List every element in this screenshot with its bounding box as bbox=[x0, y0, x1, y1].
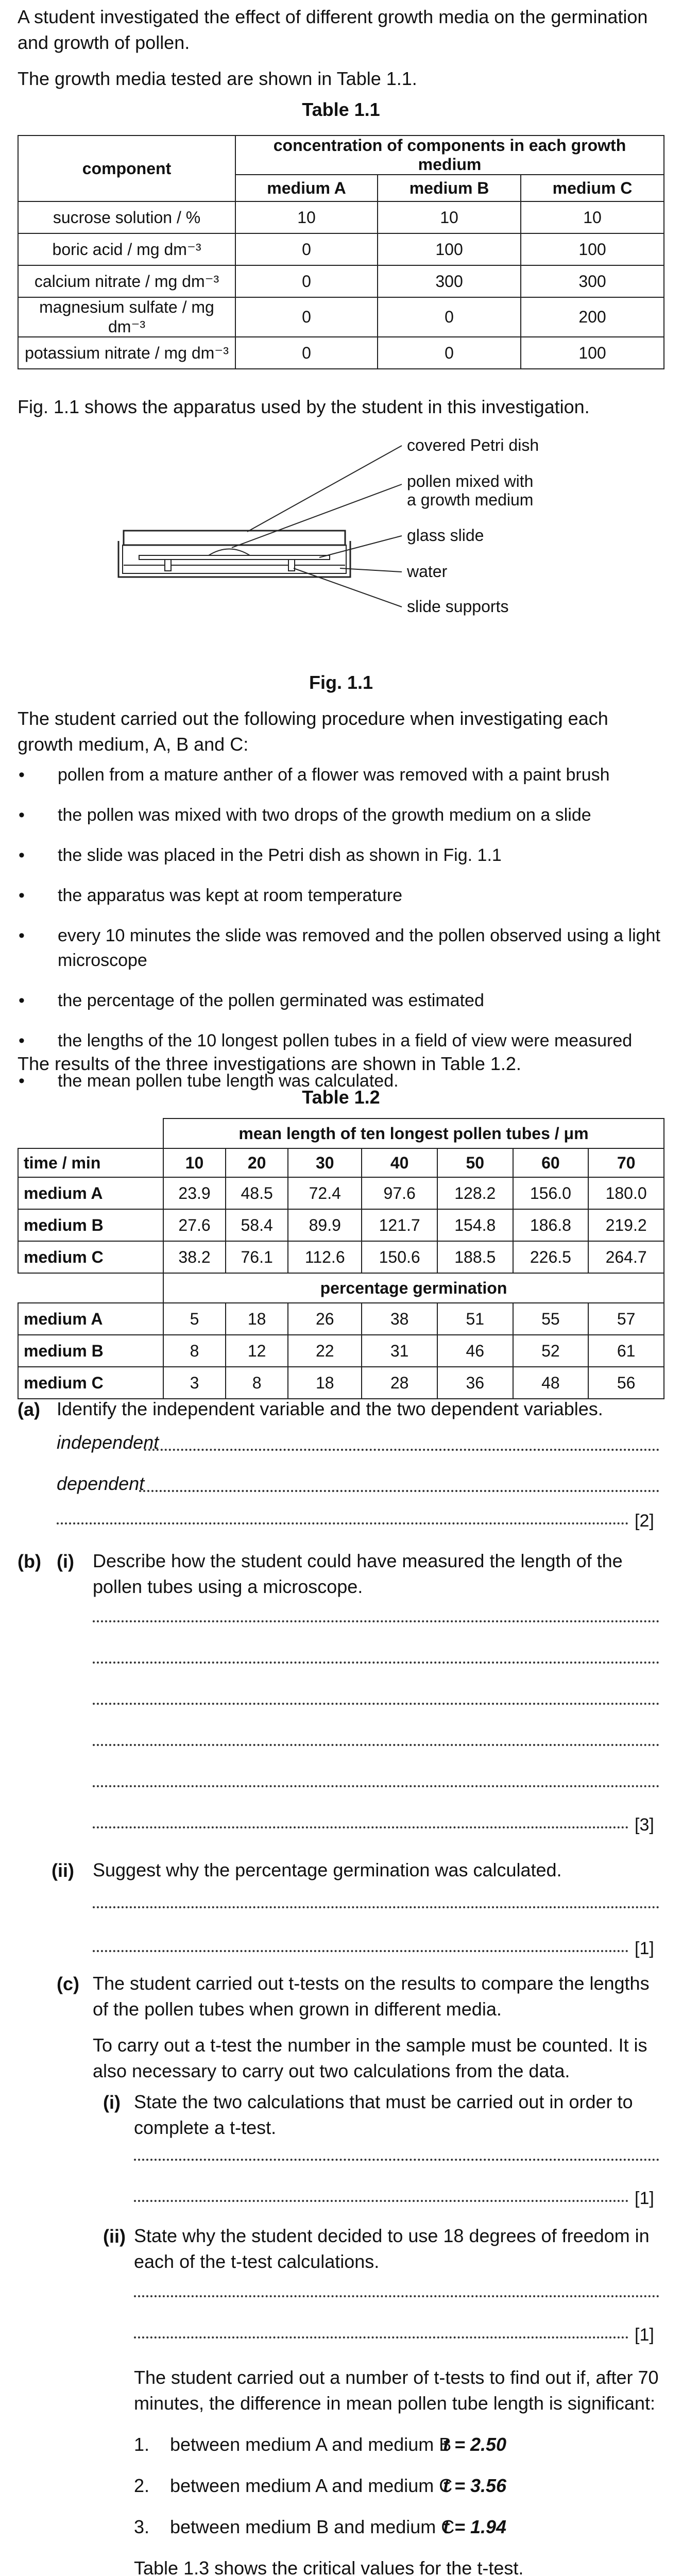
germination-cell: 56 bbox=[588, 1367, 664, 1399]
cell-value: 0 bbox=[378, 337, 521, 369]
apparatus-diagram bbox=[93, 430, 556, 647]
row-name: potassium nitrate / mg dm⁻³ bbox=[18, 337, 235, 369]
row-name: boric acid / mg dm⁻³ bbox=[18, 233, 235, 265]
question-a-text: Identify the independent variable and the two dependent variables. bbox=[57, 1398, 603, 1419]
answer-line[interactable] bbox=[134, 2295, 659, 2297]
question-c-ii-text: State why the student decided to use 18 degrees of freedom in each of the t-test calculations. bbox=[134, 2225, 650, 2272]
t-test-intro: The student carried out a number of t-tests to find out if, after 70 minutes, the difference in mean pollen tube length is significant: bbox=[134, 2367, 659, 2414]
medium-row-label: medium B bbox=[18, 1209, 163, 1241]
cell-value: 100 bbox=[378, 233, 521, 265]
length-cell: 112.6 bbox=[288, 1241, 362, 1273]
germination-cell: 5 bbox=[163, 1303, 226, 1335]
procedure-step: • the mean pollen tube length was calculated. bbox=[18, 1069, 661, 1093]
medium-row-label: medium B bbox=[18, 1335, 163, 1367]
t-test-value: t = 1.94 bbox=[443, 2516, 507, 2537]
cell-value: 100 bbox=[521, 233, 664, 265]
length-cell: 226.5 bbox=[513, 1241, 589, 1273]
germination-cell: 57 bbox=[588, 1303, 664, 1335]
question-c-text2: To carry out a t-test the number in the sample must be counted. It is also necessary to carry out two calculations from the data. bbox=[93, 2035, 647, 2081]
length-cell: 128.2 bbox=[437, 1177, 513, 1209]
time-cell: 60 bbox=[513, 1148, 589, 1177]
length-cell: 154.8 bbox=[437, 1209, 513, 1241]
length-cell: 188.5 bbox=[437, 1241, 513, 1273]
concentration-header: concentration of components in each growth medium bbox=[235, 135, 664, 175]
leader-line-supports bbox=[294, 568, 402, 607]
time-cell: 10 bbox=[163, 1148, 226, 1177]
length-cell: 48.5 bbox=[226, 1177, 288, 1209]
length-cell: 72.4 bbox=[288, 1177, 362, 1209]
germination-cell: 31 bbox=[362, 1335, 437, 1367]
marks-b-i: [3] bbox=[635, 1815, 654, 1835]
question-b-i-text: Describe how the student could have measured the length of the pollen tubes using a microscope. bbox=[93, 1550, 623, 1597]
marks-a: [2] bbox=[635, 1511, 654, 1531]
leader-line-pollen bbox=[232, 484, 402, 548]
germination-cell: 38 bbox=[362, 1303, 437, 1335]
t-test-comparison: between medium A and medium C bbox=[170, 2475, 453, 2496]
leader-line-slide bbox=[319, 536, 402, 557]
time-cell: 50 bbox=[437, 1148, 513, 1177]
leader-line-water bbox=[340, 568, 402, 572]
answer-line[interactable] bbox=[57, 1522, 628, 1524]
answer-line[interactable] bbox=[93, 1785, 659, 1787]
dependent-label: dependent bbox=[57, 1473, 145, 1494]
germination-cell: 18 bbox=[226, 1303, 288, 1335]
germination-cell: 3 bbox=[163, 1367, 226, 1399]
medium-row-label: medium A bbox=[18, 1177, 163, 1209]
length-cell: 89.9 bbox=[288, 1209, 362, 1241]
row-name: sucrose solution / % bbox=[18, 201, 235, 233]
length-cell: 58.4 bbox=[226, 1209, 288, 1241]
label-water: water bbox=[407, 562, 448, 581]
marks-c-i: [1] bbox=[635, 2189, 654, 2208]
length-cell: 264.7 bbox=[588, 1241, 664, 1273]
germination-cell: 26 bbox=[288, 1303, 362, 1335]
procedure-step: • pollen from a mature anther of a flower was removed with a paint brush bbox=[18, 762, 661, 787]
length-cell: 97.6 bbox=[362, 1177, 437, 1209]
germination-cell: 61 bbox=[588, 1335, 664, 1367]
question-b-ii-text: Suggest why the percentage germination was calculated. bbox=[93, 1859, 562, 1880]
germination-cell: 22 bbox=[288, 1335, 362, 1367]
germination-cell: 8 bbox=[163, 1335, 226, 1367]
cell-value: 300 bbox=[378, 265, 521, 297]
germination-cell: 18 bbox=[288, 1367, 362, 1399]
glass-slide bbox=[139, 555, 330, 560]
question-c-label: (c) bbox=[57, 1973, 79, 1994]
table-1-2-title: Table 1.2 bbox=[302, 1087, 380, 1108]
marks-b-ii: [1] bbox=[635, 1939, 654, 1958]
medium-row-label: medium C bbox=[18, 1367, 163, 1399]
procedure-intro: The student carried out the following procedure when investigating each growth medium, A, B and C: bbox=[18, 708, 608, 755]
procedure-step: • the lengths of the 10 longest pollen tubes in a field of view were measured bbox=[18, 1028, 661, 1053]
time-cell: 70 bbox=[588, 1148, 664, 1177]
answer-line[interactable] bbox=[144, 1449, 659, 1451]
length-cell: 186.8 bbox=[513, 1209, 589, 1241]
question-b-ii-label: (ii) bbox=[52, 1860, 74, 1881]
procedure-step: • the percentage of the pollen germinated was estimated bbox=[18, 988, 661, 1013]
procedure-step: • the apparatus was kept at room temperature bbox=[18, 883, 661, 908]
length-cell: 38.2 bbox=[163, 1241, 226, 1273]
table-1-1-title: Table 1.1 bbox=[302, 99, 380, 120]
germination-cell: 52 bbox=[513, 1335, 589, 1367]
intro-table-reference: The growth media tested are shown in Table 1.1. bbox=[18, 68, 417, 89]
answer-line[interactable] bbox=[134, 2200, 628, 2202]
component-header: component bbox=[18, 135, 235, 201]
medium-c-header: medium C bbox=[521, 175, 664, 201]
cell-value: 100 bbox=[521, 337, 664, 369]
t-test-value: t = 3.56 bbox=[443, 2475, 507, 2496]
row-name: magnesium sulfate / mg dm⁻³ bbox=[18, 297, 235, 337]
length-cell: 76.1 bbox=[226, 1241, 288, 1273]
germination-cell: 51 bbox=[437, 1303, 513, 1335]
cell-value: 300 bbox=[521, 265, 664, 297]
length-cell: 27.6 bbox=[163, 1209, 226, 1241]
cell-value: 10 bbox=[378, 201, 521, 233]
t-test-value: t = 2.50 bbox=[443, 2434, 507, 2455]
t-test-comparison: between medium A and medium B bbox=[170, 2434, 452, 2455]
slide-support-right bbox=[288, 560, 295, 571]
marks-c-ii: [1] bbox=[635, 2325, 654, 2345]
table-1-1 bbox=[18, 135, 664, 369]
germination-cell: 36 bbox=[437, 1367, 513, 1399]
row-name: calcium nitrate / mg dm⁻³ bbox=[18, 265, 235, 297]
cell-value: 0 bbox=[235, 337, 378, 369]
time-cell: 30 bbox=[288, 1148, 362, 1177]
answer-line[interactable] bbox=[93, 1703, 659, 1705]
pollen-drop bbox=[209, 549, 250, 556]
answer-line[interactable] bbox=[93, 1906, 659, 1908]
cell-value: 10 bbox=[521, 201, 664, 233]
label-slide-supports: slide supports bbox=[407, 597, 509, 616]
t-test-number: 3. bbox=[134, 2516, 150, 2537]
cell-value: 0 bbox=[235, 233, 378, 265]
t-test-comparison: between medium B and medium C bbox=[170, 2516, 455, 2537]
germination-header: percentage germination bbox=[163, 1273, 664, 1303]
cell-value: 10 bbox=[235, 201, 378, 233]
t-test-number: 2. bbox=[134, 2475, 150, 2496]
petri-dish-lid bbox=[124, 531, 345, 545]
leader-line-lid bbox=[247, 446, 402, 532]
medium-b-header: medium B bbox=[378, 175, 521, 201]
answer-line[interactable] bbox=[93, 1662, 659, 1664]
length-cell: 150.6 bbox=[362, 1241, 437, 1273]
intro-paragraph: A student investigated the effect of different growth media on the germination and growth of pollen. bbox=[18, 6, 648, 53]
question-c-ii-label: (ii) bbox=[103, 2226, 126, 2247]
procedure-step: • the slide was placed in the Petri dish as shown in Fig. 1.1 bbox=[18, 843, 661, 868]
cell-value: 200 bbox=[521, 297, 664, 337]
fig-1-1-caption: Fig. 1.1 bbox=[309, 672, 373, 693]
question-a-label: (a) bbox=[18, 1399, 40, 1420]
germination-cell: 28 bbox=[362, 1367, 437, 1399]
independent-label: independent bbox=[57, 1432, 159, 1453]
length-cell: 23.9 bbox=[163, 1177, 226, 1209]
germination-cell: 8 bbox=[226, 1367, 288, 1399]
length-cell: 156.0 bbox=[513, 1177, 589, 1209]
answer-line[interactable] bbox=[139, 1490, 659, 1492]
time-header: time / min bbox=[18, 1148, 163, 1177]
question-c-i-text: State the two calculations that must be carried out in order to complete a t-test. bbox=[134, 2091, 633, 2138]
medium-row-label: medium C bbox=[18, 1241, 163, 1273]
procedure-step: • every 10 minutes the slide was removed and the pollen observed using a light microscope bbox=[18, 923, 661, 973]
answer-line[interactable] bbox=[93, 1950, 628, 1952]
time-cell: 40 bbox=[362, 1148, 437, 1177]
germination-cell: 48 bbox=[513, 1367, 589, 1399]
medium-a-header: medium A bbox=[235, 175, 378, 201]
time-cell: 20 bbox=[226, 1148, 288, 1177]
answer-line[interactable] bbox=[93, 1826, 628, 1828]
question-c-text: The student carried out t-tests on the results to compare the lengths of the pollen tubes when grown in different media. bbox=[93, 1973, 650, 2020]
results-intro: The results of the three investigations are shown in Table 1.2. bbox=[18, 1053, 521, 1074]
question-c-i-label: (i) bbox=[103, 2092, 121, 2113]
length-header: mean length of ten longest pollen tubes / μm bbox=[163, 1118, 664, 1148]
table-1-3-intro: Table 1.3 shows the critical values for the t-test. bbox=[134, 2557, 524, 2576]
germination-cell: 46 bbox=[437, 1335, 513, 1367]
cell-value: 0 bbox=[235, 265, 378, 297]
t-test-number: 1. bbox=[134, 2434, 150, 2455]
cell-value: 0 bbox=[378, 297, 521, 337]
label-glass-slide: glass slide bbox=[407, 526, 484, 545]
cell-value: 0 bbox=[235, 297, 378, 337]
answer-line[interactable] bbox=[134, 2159, 659, 2161]
label-pollen-line2: a growth medium bbox=[407, 490, 534, 509]
procedure-step: • the pollen was mixed with two drops of the growth medium on a slide bbox=[18, 803, 661, 827]
length-cell: 219.2 bbox=[588, 1209, 664, 1241]
question-b-i-label: (i) bbox=[57, 1551, 74, 1572]
label-petri-dish: covered Petri dish bbox=[407, 436, 539, 454]
answer-line[interactable] bbox=[93, 1744, 659, 1746]
length-cell: 180.0 bbox=[588, 1177, 664, 1209]
germination-cell: 12 bbox=[226, 1335, 288, 1367]
answer-line[interactable] bbox=[134, 2336, 628, 2338]
question-b-label: (b) bbox=[18, 1551, 41, 1572]
answer-line[interactable] bbox=[93, 1620, 659, 1622]
slide-support-left bbox=[165, 560, 171, 571]
label-pollen-line1: pollen mixed with bbox=[407, 472, 534, 490]
table-1-2 bbox=[18, 1118, 664, 1399]
medium-row-label: medium A bbox=[18, 1303, 163, 1335]
fig-1-1-intro: Fig. 1.1 shows the apparatus used by the student in this investigation. bbox=[18, 396, 590, 417]
length-cell: 121.7 bbox=[362, 1209, 437, 1241]
germination-cell: 55 bbox=[513, 1303, 589, 1335]
